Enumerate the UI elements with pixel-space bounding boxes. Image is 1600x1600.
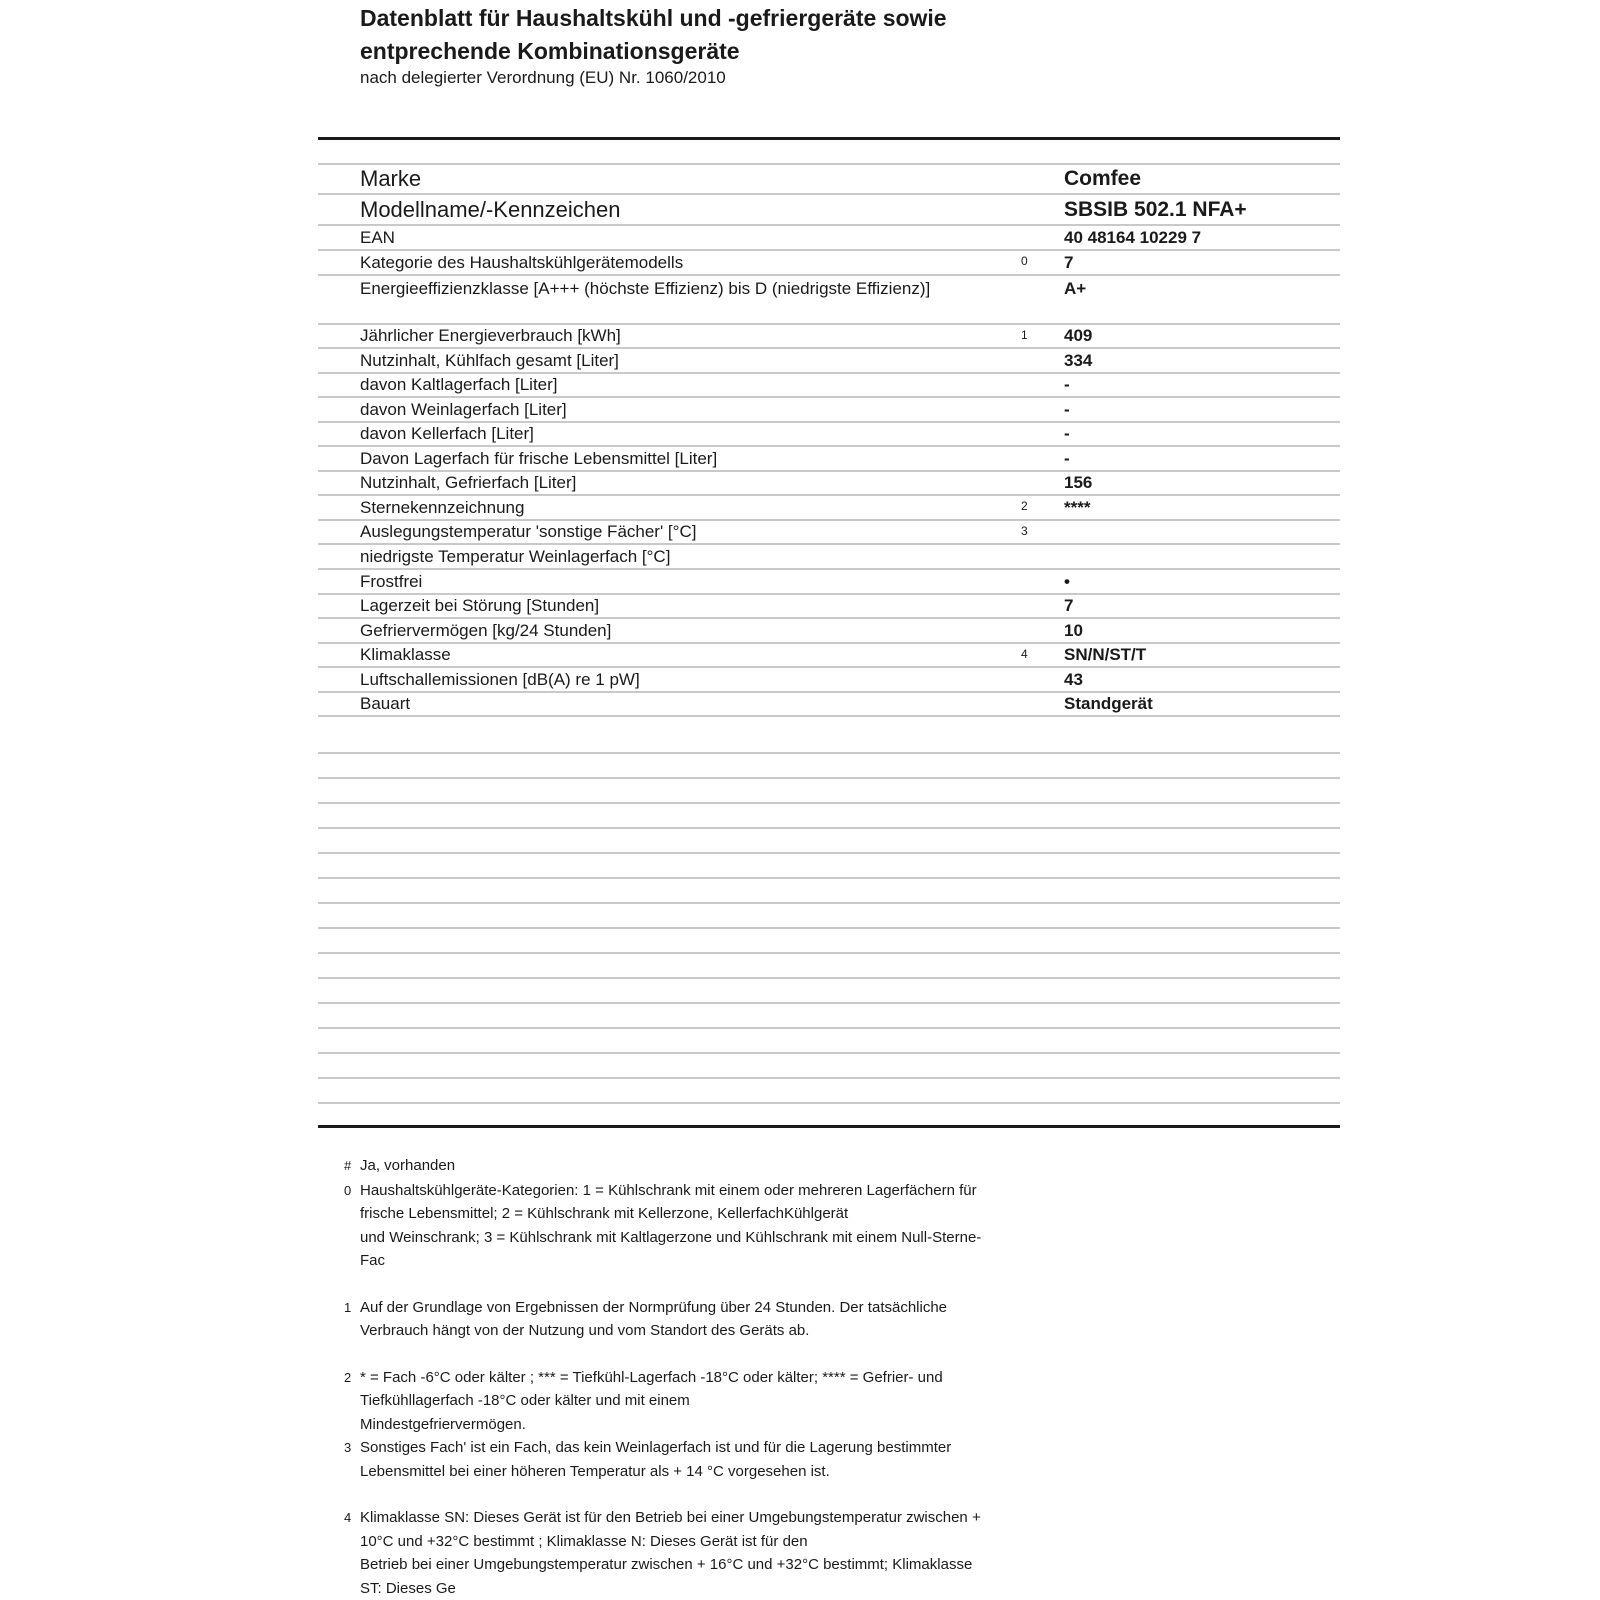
empty-table-line (318, 827, 1340, 852)
spec-row (318, 617, 1340, 642)
spec-value: • (1064, 572, 1070, 591)
spec-row (318, 372, 1340, 396)
spec-row (318, 642, 1340, 666)
spec-label: Frostfrei (360, 572, 423, 591)
empty-table-line (318, 1002, 1340, 1027)
spec-value: SBSIB 502.1 NFA+ (1064, 198, 1247, 221)
spec-value: 40 48164 10229 7 (1064, 228, 1202, 247)
empty-table-line (318, 1027, 1340, 1052)
spec-row (318, 323, 1340, 347)
page-title (360, 2, 947, 68)
footnote-mark: 0 (344, 1182, 352, 1198)
spec-label: Marke (360, 166, 422, 191)
title-line-2: entprechende Kombinationsgeräte (360, 38, 740, 64)
empty-table-line (318, 877, 1340, 902)
spec-value: 334 (1064, 351, 1093, 370)
spec-value: 43 (1064, 670, 1083, 689)
spec-row (318, 519, 1340, 543)
footnote-mark: 2 (344, 1369, 352, 1385)
spec-row (318, 163, 1340, 193)
empty-table-line (318, 902, 1340, 927)
spec-label: Nutzinhalt, Kühlfach gesamt [Liter] (360, 351, 619, 370)
spec-value: 7 (1064, 253, 1074, 272)
page-subtitle: nach delegierter Verordnung (EU) Nr. 1060/2010 (360, 68, 726, 87)
footnote-mark: # (344, 1158, 352, 1173)
spec-label: Davon Lagerfach für frische Lebensmittel [Liter] (360, 449, 718, 468)
spec-footnote-ref: 4 (1021, 647, 1028, 661)
spec-value: A+ (1064, 279, 1087, 298)
spec-row (318, 224, 1340, 249)
title-line-1: Datenblatt für Haushaltskühl und -gefriergeräte sowie (360, 5, 947, 31)
spec-value: Comfee (1064, 167, 1142, 190)
spec-row (318, 445, 1340, 470)
footnote-item (344, 1296, 1044, 1343)
spec-row (318, 347, 1340, 372)
spec-footnote-ref: 2 (1021, 499, 1028, 513)
spec-label: Lagerzeit bei Störung [Stunden] (360, 596, 600, 615)
spec-value: 10 (1064, 621, 1083, 640)
footnote-text: Haushaltskühlgeräte-Kategorien: 1 = Kühlschrank mit einem oder mehreren Lagerfächern für frische Lebensmittel; 2 = Kühlschrank mit Kellerzone, KellerfachKühlgerät und Weinschrank; 3 = Kühlschrank mit Kaltlagerzone und Kühlschrank mit einem Null-Sterne- Fac (360, 1181, 982, 1269)
footnote-text: Ja, vorhanden (360, 1157, 456, 1174)
empty-table-lines (318, 752, 1340, 1127)
spec-label: Jährlicher Energieverbrauch [kWh] (360, 326, 621, 345)
spec-label: Luftschallemissionen [dB(A) re 1 pW] (360, 670, 640, 689)
spec-label: davon Kaltlagerfach [Liter] (360, 375, 558, 394)
empty-table-line (318, 1052, 1340, 1077)
spec-row (318, 543, 1340, 568)
spec-footnote-ref: 3 (1021, 524, 1028, 538)
spec-label: niedrigste Temperatur Weinlagerfach [°C] (360, 547, 671, 566)
spec-value: 409 (1064, 326, 1093, 345)
spec-label: Energieeffizienzklasse [A+++ (höchste Effizienz) bis D (niedrigste Effizienz)] (360, 279, 931, 298)
empty-table-line (318, 852, 1340, 877)
spec-label: davon Weinlagerfach [Liter] (360, 400, 567, 419)
footnote-text: * = Fach -6°C oder kälter ; *** = Tiefkühl-Lagerfach -18°C oder kälter; **** = Gefrier- und Tiefkühllagerfach -18°C oder kälter und mit einem Mindestgefriervermögen. (360, 1368, 943, 1433)
spec-row (318, 396, 1340, 421)
spec-label: Kategorie des Haushaltskühlgerätemodells (360, 253, 684, 272)
spec-value: 7 (1064, 596, 1074, 615)
spec-value: Standgerät (1064, 694, 1153, 713)
footnote-item (344, 1506, 1044, 1600)
footnote-text: Sonstiges Fach' ist ein Fach, das kein Weinlagerfach ist und für die Lagerung bestimmter Lebensmittel bei einer höheren Temperatur als + 14 °C vorgesehen ist. (360, 1439, 952, 1480)
footnote-text: Auf der Grundlage von Ergebnissen der Normprüfung über 24 Stunden. Der tatsächliche Verbrauch hängt von der Nutzung und vom Standort des Geräts ab. (360, 1298, 948, 1339)
spec-footnote-ref: 1 (1021, 328, 1028, 342)
spec-label: Nutzinhalt, Gefrierfach [Liter] (360, 473, 577, 492)
spec-row (318, 249, 1340, 274)
footnote-text: Klimaklasse SN: Dieses Gerät ist für den Betrieb bei einer Umgebungstemperatur zwischen + 10°C und +32°C bestimmt ; Klimaklasse N: Dieses Gerät ist für den Betrieb bei einer Umgebungstemperatur zwischen + 16°C und +32°C bestimmt; Klimaklasse ST: Dieses Ge (360, 1509, 981, 1597)
spec-row (318, 193, 1340, 224)
spec-label: davon Kellerfach [Liter] (360, 424, 534, 443)
empty-table-line (318, 1077, 1340, 1102)
spec-label: EAN (360, 228, 395, 247)
spec-value: SN/N/ST/T (1064, 645, 1147, 664)
spec-row (318, 666, 1340, 691)
spec-label: Modellname/-Kennzeichen (360, 197, 621, 222)
footnote-mark: 3 (344, 1440, 352, 1455)
footnote-item (344, 1154, 1044, 1178)
spec-value: - (1064, 375, 1070, 394)
footnotes (344, 1154, 1044, 1600)
spec-value: - (1064, 400, 1070, 419)
spec-label: Auslegungstemperatur 'sonstige Fächer' [°C] (360, 522, 697, 541)
empty-table-line (318, 1102, 1340, 1127)
bottom-divider (318, 1125, 1340, 1128)
spec-value: - (1064, 424, 1070, 443)
footnote-mark: 4 (344, 1510, 352, 1525)
spec-row (318, 274, 1340, 323)
empty-table-line (318, 977, 1340, 1002)
spec-row (318, 421, 1340, 445)
empty-table-line (318, 752, 1340, 777)
spec-row (318, 568, 1340, 593)
spec-label: Gefriervermögen [kg/24 Stunden] (360, 621, 612, 640)
footnote-item (344, 1366, 1044, 1437)
spec-footnote-ref: 0 (1021, 254, 1028, 268)
spec-label: Sternekennzeichnung (360, 498, 525, 517)
empty-table-line (318, 777, 1340, 802)
spec-row (318, 470, 1340, 494)
empty-table-line (318, 927, 1340, 952)
spec-row (318, 494, 1340, 519)
spec-row (318, 691, 1340, 715)
spec-row (318, 593, 1340, 617)
empty-table-line (318, 802, 1340, 827)
spec-label: Bauart (360, 694, 411, 713)
footnote-item (344, 1436, 1044, 1483)
footnote-mark: 1 (344, 1299, 352, 1315)
spec-label: Klimaklasse (360, 645, 451, 664)
empty-table-line (318, 952, 1340, 977)
top-divider (318, 137, 1340, 140)
spec-value: - (1064, 449, 1070, 468)
spec-row-divider (318, 715, 1340, 717)
spec-value: 156 (1064, 473, 1093, 492)
footnote-item (344, 1179, 1044, 1273)
spec-value: **** (1064, 498, 1091, 517)
spec-table (318, 163, 1340, 717)
